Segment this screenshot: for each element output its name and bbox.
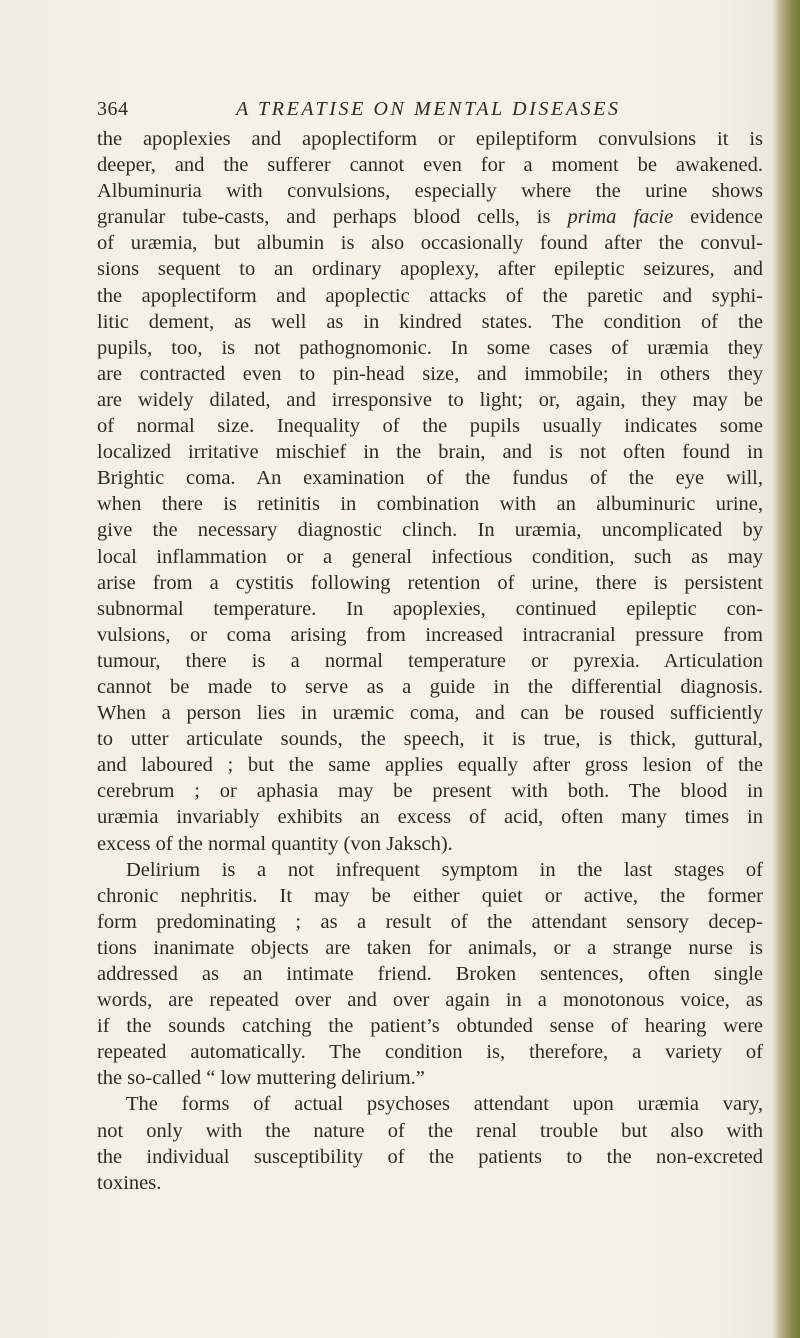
paragraph-start: Delirium is a not infrequent symptom in the last stages of [126,858,763,881]
text-line: and laboured ; but the same applies equally after gross lesion of the [97,754,763,777]
text-line: cerebrum ; or aphasia may be present with both. The blood in [97,780,763,803]
text-line: addressed as an intimate friend. Broken sentences, often single [97,963,763,985]
text-line: sions sequent to an ordinary apoplexy, after epileptic seizures, and [97,258,763,281]
running-title: A TREATISE ON MENTAL DISEASES [236,98,621,120]
text-line: tions inanimate objects are taken for animals, or a strange nurse is [97,936,763,959]
running-header [97,98,757,128]
text-line: the apoplexies and apoplectiform or epileptiform convulsions it is [97,128,763,150]
text-line: cannot be made to serve as a guide in the differential diagnosis. [97,675,763,698]
text-line: words, are repeated over and over again in a monotonous voice, as [97,989,763,1012]
text-line: the apoplectiform and apoplectic attacks of the paretic and syphi- [97,284,763,307]
text-line: When a person lies in uræmic coma, and can be roused sufficiently [97,702,763,725]
text-line-with-italic [97,204,763,230]
text-line: uræmia invariably exhibits an excess of acid, often many times in [97,806,763,829]
text-line: of uræmia, but albumin is also occasionally found after the convul- [97,232,763,255]
text-line: the individual susceptibility of the patients to the non-excreted [97,1145,763,1168]
text-line: toxines. [97,1171,162,1194]
text-line: subnormal temperature. In apoplexies, continued epileptic con- [97,597,763,620]
page-number: 364 [97,98,129,120]
text-line: vulsions, or coma arising from increased intracranial pressure from [97,623,763,646]
text-line: when there is retinitis in combination with an albuminuric urine, [97,493,763,516]
text-line: the so-called “ low muttering delirium.” [97,1067,425,1090]
text-line: chronic nephritis. It may be either quiet or active, the former [97,884,763,907]
text-line: litic dement, as well as in kindred states. The condition of the [97,310,763,333]
text-line: give the necessary diagnostic clinch. In uræmia, uncomplicated by [97,519,763,542]
text-line: arise from a cystitis following retention of urine, there is persistent [97,571,763,594]
text-line: pupils, too, is not pathognomonic. In some cases of uræmia they [97,336,763,359]
text-line: Brightic coma. An examination of the fundus of the eye will, [97,467,763,490]
text-line: form predominating ; as a result of the attendant sensory decep- [97,910,763,933]
page-edge-shadow [772,0,800,1338]
text-line: excess of the normal quantity (von Jaksch). [97,832,453,855]
text-line: are widely dilated, and irresponsive to light; or, again, they may be [97,388,763,411]
text-line: if the sounds catching the patient’s obtunded sense of hearing were [97,1015,763,1038]
text-line: deeper, and the sufferer cannot even for a moment be awakened. [97,154,763,177]
italic-phrase: prima facie [567,206,674,229]
text-line: local inflammation or a general infectious condition, such as may [97,545,763,568]
text-line: to utter articulate sounds, the speech, it is true, is thick, guttural, [97,728,763,751]
text-line: not only with the nature of the renal trouble but also with [97,1119,763,1142]
text-segment: evidence [690,206,763,229]
text-line: of normal size. Inequality of the pupils usually indicates some [97,415,763,438]
paragraph-start: The forms of actual psychoses attendant upon uræmia vary, [126,1093,763,1116]
text-line: are contracted even to pin-head size, and immobile; in others they [97,362,763,385]
text-line: tumour, there is a normal temperature or pyrexia. Articulation [97,649,763,672]
text-line: repeated automatically. The condition is, therefore, a variety of [97,1041,763,1064]
body-text [97,126,763,1196]
text-segment: granular tube-casts, and perhaps blood cells, is [97,206,551,229]
text-line: localized irritative mischief in the brain, and is not often found in [97,441,763,464]
text-line: Albuminuria with convulsions, especially where the urine shows [97,180,763,203]
